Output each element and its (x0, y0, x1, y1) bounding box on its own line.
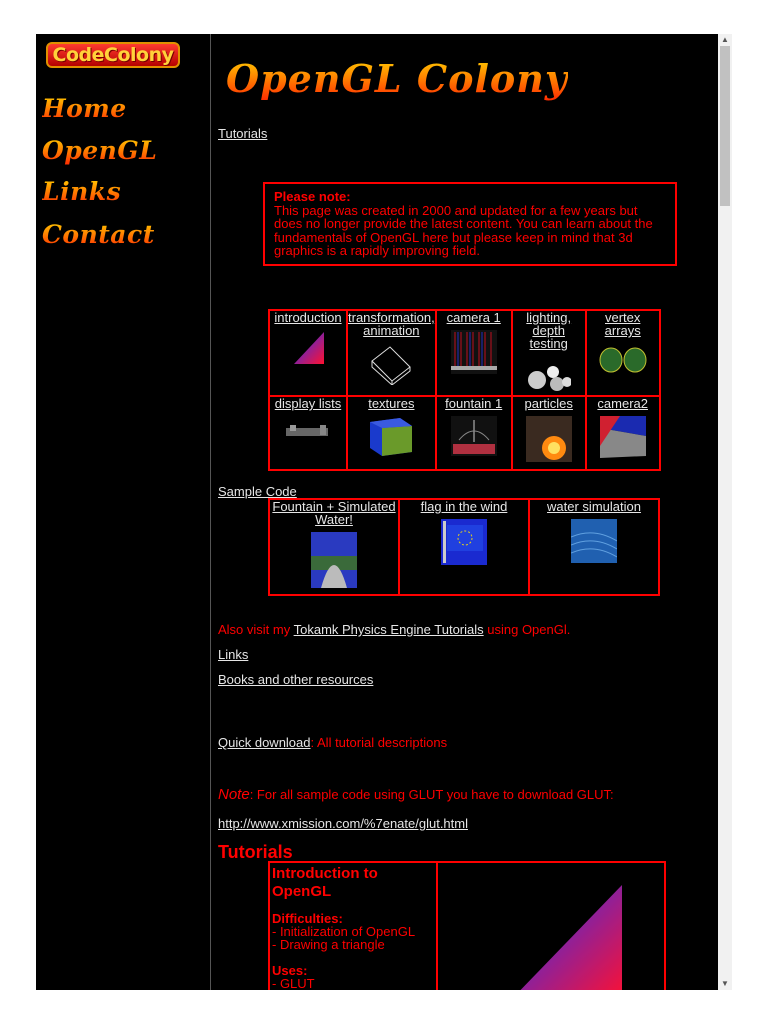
intro-triangle-image[interactable] (438, 863, 664, 990)
links-link[interactable]: Links (218, 647, 249, 662)
vertical-scrollbar[interactable] (718, 34, 732, 990)
quick-download-line (218, 735, 447, 750)
intro-tutorial-title: Introduction to OpenGL (272, 865, 378, 900)
sample-link-flag[interactable]: flag in the wind (420, 499, 508, 514)
also-visit-line (218, 622, 570, 637)
sample-link-fountain[interactable]: Fountain + Simulated Water! (272, 499, 396, 527)
notice-body: This page was created in 2000 and updated for a few years but does no longer provide the latest content. You can learn about the fundamentals of OpenGL here but please keep in mind that 3d graphics is a rapidly improving field. (274, 202, 653, 258)
nav-links[interactable]: Links (42, 177, 122, 206)
grid-cell (586, 310, 660, 396)
lighting-thumbnail[interactable] (527, 362, 571, 392)
tutorial-link-particles[interactable]: particles (524, 396, 573, 411)
tutorial-grid (268, 309, 661, 471)
uses-item: - GLUT (272, 976, 315, 990)
notice-box (263, 182, 677, 266)
tutorial-link-textures[interactable]: textures (368, 396, 415, 411)
grid-cell (512, 396, 586, 470)
nav-home[interactable]: Home (42, 94, 127, 123)
difficulties-label: Difficulties: (272, 911, 343, 926)
camera1-thumbnail[interactable] (451, 330, 497, 374)
flag-sample-thumbnail[interactable] (441, 519, 487, 565)
glut-url-link[interactable]: http://www.xmission.com/%7enate/glut.html (218, 816, 468, 831)
quick-download-link[interactable]: Quick download (218, 735, 311, 750)
intro-tutorial-image-cell (437, 862, 665, 990)
water-sample-thumbnail[interactable] (571, 519, 617, 563)
vertex-arrays-thumbnail[interactable] (599, 347, 647, 373)
intro-tutorial-table (268, 861, 666, 990)
quick-download-text: : All tutorial descriptions (310, 735, 448, 750)
scroll-up-icon[interactable]: ▲ (721, 35, 729, 44)
grid-cell (347, 310, 436, 396)
glut-note-text: : For all sample code using GLUT you have to download GLUT: (249, 787, 614, 802)
tutorial-link-introduction[interactable]: introduction (274, 310, 342, 325)
grid-cell (529, 499, 659, 595)
browser-viewport (36, 34, 732, 990)
books-link[interactable]: Books and other resources (218, 672, 374, 687)
sample-link-water[interactable]: water simulation (547, 499, 641, 514)
grid-cell (436, 310, 512, 396)
grid-cell (586, 396, 660, 470)
grid-cell (512, 310, 586, 396)
tutorial-link-display-lists[interactable]: display lists (274, 396, 342, 411)
tutorial-link-transformation[interactable]: transformation, animation (348, 310, 435, 338)
fountain1-thumbnail[interactable] (451, 416, 497, 456)
transformation-thumbnail[interactable] (368, 343, 414, 385)
tutorial-link-fountain1[interactable]: fountain 1 (445, 396, 503, 411)
tutorial-link-vertex-arrays[interactable]: vertex arrays (604, 310, 641, 338)
intro-tutorial-info (269, 862, 437, 990)
grid-cell (269, 396, 347, 470)
sample-code-grid (268, 498, 660, 596)
tutorial-link-camera1[interactable]: camera 1 (446, 310, 501, 325)
introduction-thumbnail[interactable] (290, 330, 326, 366)
also-visit-prefix: Also visit my (218, 622, 294, 637)
display-lists-thumbnail[interactable] (284, 422, 332, 442)
tutorials-link[interactable]: Tutorials (218, 126, 268, 141)
scrollbar-thumb[interactable] (720, 46, 730, 206)
sample-code-link[interactable]: Sample Code (218, 484, 297, 499)
tutorials-heading: Tutorials (218, 842, 293, 862)
difficulty-item: - Drawing a triangle (272, 937, 385, 952)
grid-cell (269, 499, 399, 595)
glut-note (218, 786, 614, 803)
sidebar (36, 34, 211, 990)
uses-label: Uses: (272, 963, 308, 978)
fountain-sample-thumbnail[interactable] (311, 532, 357, 588)
camera2-thumbnail[interactable] (600, 416, 646, 458)
particles-thumbnail[interactable] (526, 416, 572, 462)
difficulty-item: - Initialization of OpenGL (272, 924, 416, 939)
page-title: OpenGL Colony (226, 56, 568, 101)
nav-opengl[interactable]: OpenGL (42, 136, 158, 165)
textures-thumbnail[interactable] (368, 416, 414, 456)
grid-cell (436, 396, 512, 470)
codecolony-logo[interactable]: CodeColony (46, 42, 180, 68)
grid-cell (269, 310, 347, 396)
tokamak-link[interactable]: Tokamk Physics Engine Tutorials (293, 622, 484, 637)
scroll-down-icon[interactable]: ▼ (721, 979, 729, 988)
nav-contact[interactable]: Contact (42, 220, 155, 249)
grid-cell (347, 396, 436, 470)
also-visit-suffix: using OpenGl. (483, 622, 571, 637)
tutorial-link-lighting[interactable]: lighting, depth testing (526, 310, 572, 351)
tutorial-link-camera2[interactable]: camera2 (597, 396, 648, 411)
main-content (218, 34, 716, 990)
glut-note-label: Note (218, 786, 250, 803)
notice-heading: Please note: (274, 189, 351, 204)
grid-cell (399, 499, 529, 595)
